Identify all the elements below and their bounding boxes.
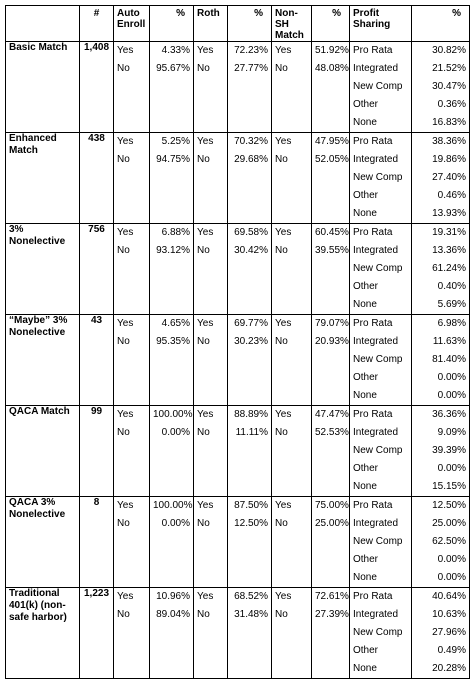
non-sh-match-option-label: No <box>275 336 288 347</box>
table-row <box>6 588 470 679</box>
auto-enroll-label-cell <box>114 406 150 497</box>
auto-enroll-option-label: No <box>117 609 130 620</box>
non-sh-match-label-cell <box>272 315 312 406</box>
non-sh-match-label-cell <box>272 406 312 497</box>
non-sh-match-option-label: No <box>275 427 288 438</box>
roth-option-label: Yes <box>197 318 214 329</box>
roth-value: 69.77% <box>234 318 268 329</box>
profit-sharing-option-label: New Comp <box>353 445 403 456</box>
plan-count-cell: 438 <box>80 133 114 224</box>
table-row <box>6 497 470 588</box>
roth-label-cell <box>194 42 228 133</box>
roth-label-cell <box>194 224 228 315</box>
roth-value: 30.23% <box>234 336 268 347</box>
non-sh-match-value: 75.00% <box>315 500 349 511</box>
roth-option-label: Yes <box>197 409 214 420</box>
roth-option-label: Yes <box>197 500 214 511</box>
profit-sharing-value: 13.36% <box>432 245 466 256</box>
profit-sharing-value: 36.36% <box>432 409 466 420</box>
profit-sharing-value: 61.24% <box>432 263 466 274</box>
profit-sharing-option-label: Pro Rata <box>353 318 393 329</box>
profit-sharing-value: 30.47% <box>432 81 466 92</box>
profit-sharing-option-label: New Comp <box>353 172 403 183</box>
non-sh-match-option-label: No <box>275 518 288 529</box>
profit-sharing-option-label: New Comp <box>353 627 403 638</box>
profit-sharing-option-label: Integrated <box>353 336 399 347</box>
auto-enroll-value: 95.67% <box>156 63 190 74</box>
non-sh-match-value-cell <box>312 588 350 679</box>
auto-enroll-value: 5.25% <box>161 136 190 147</box>
auto-enroll-value: 93.12% <box>156 245 190 256</box>
auto-enroll-value-cell <box>150 406 194 497</box>
roth-value: 68.52% <box>234 591 268 602</box>
profit-sharing-option-label: None <box>353 208 377 219</box>
plan-count-cell: 99 <box>80 406 114 497</box>
non-sh-match-label-cell <box>272 224 312 315</box>
profit-sharing-value: 0.40% <box>437 281 466 292</box>
profit-sharing-value-cell <box>412 133 470 224</box>
header-non-sh-match-pct: % <box>312 6 350 42</box>
roth-option-label: Yes <box>197 136 214 147</box>
profit-sharing-option-label: Integrated <box>353 427 399 438</box>
auto-enroll-value: 0.00% <box>161 427 190 438</box>
roth-value-cell <box>228 133 272 224</box>
profit-sharing-value: 38.36% <box>432 136 466 147</box>
non-sh-match-value-cell <box>312 315 350 406</box>
profit-sharing-option-label: None <box>353 390 377 401</box>
profit-sharing-option-label: Other <box>353 463 379 474</box>
non-sh-match-value: 60.45% <box>315 227 349 238</box>
roth-option-label: No <box>197 427 210 438</box>
non-sh-match-option-label: Yes <box>275 591 292 602</box>
profit-sharing-option-label: Integrated <box>353 63 399 74</box>
table-row <box>6 133 470 224</box>
profit-sharing-value: 27.40% <box>432 172 466 183</box>
profit-sharing-value: 13.93% <box>432 208 466 219</box>
auto-enroll-value-cell <box>150 42 194 133</box>
plan-count-cell: 1,223 <box>80 588 114 679</box>
auto-enroll-value: 95.35% <box>156 336 190 347</box>
non-sh-match-option-label: Yes <box>275 318 292 329</box>
profit-sharing-value: 11.63% <box>432 336 466 347</box>
roth-option-label: No <box>197 245 210 256</box>
auto-enroll-value: 89.04% <box>156 609 190 620</box>
roth-option-label: Yes <box>197 591 214 602</box>
table-body <box>6 42 470 679</box>
non-sh-match-label-cell <box>272 497 312 588</box>
auto-enroll-value: 100.00% <box>153 500 193 511</box>
non-sh-match-value-cell <box>312 497 350 588</box>
roth-label-cell <box>194 133 228 224</box>
profit-sharing-option-label: New Comp <box>353 354 403 365</box>
profit-sharing-option-label: Pro Rata <box>353 136 393 147</box>
profit-sharing-label-cell <box>350 224 412 315</box>
profit-sharing-label-cell <box>350 588 412 679</box>
roth-option-label: No <box>197 518 210 529</box>
auto-enroll-label-cell <box>114 224 150 315</box>
profit-sharing-value-cell <box>412 588 470 679</box>
header-roth-pct: % <box>228 6 272 42</box>
roth-value: 88.89% <box>234 409 268 420</box>
roth-value: 72.23% <box>234 45 268 56</box>
auto-enroll-option-label: Yes <box>117 45 134 56</box>
profit-sharing-label-cell <box>350 406 412 497</box>
roth-value-cell <box>228 588 272 679</box>
auto-enroll-value: 6.88% <box>161 227 190 238</box>
profit-sharing-value: 27.96% <box>432 627 466 638</box>
roth-value-cell <box>228 406 272 497</box>
non-sh-match-value: 52.05% <box>315 154 349 165</box>
profit-sharing-option-label: Integrated <box>353 518 399 529</box>
table-row <box>6 406 470 497</box>
plan-count-cell: 8 <box>80 497 114 588</box>
non-sh-match-value: 47.47% <box>315 409 349 420</box>
profit-sharing-option-label: Other <box>353 554 379 565</box>
profit-sharing-value: 5.69% <box>437 299 466 310</box>
non-sh-match-value: 25.00% <box>315 518 349 529</box>
profit-sharing-value: 0.00% <box>437 554 466 565</box>
plan-count-cell: 1,408 <box>80 42 114 133</box>
auto-enroll-option-label: Yes <box>117 227 134 238</box>
auto-enroll-option-label: No <box>117 154 130 165</box>
profit-sharing-value: 0.00% <box>437 390 466 401</box>
profit-sharing-option-label: Other <box>353 190 379 201</box>
profit-sharing-value: 12.50% <box>432 500 466 511</box>
auto-enroll-label-cell <box>114 497 150 588</box>
roth-option-label: No <box>197 336 210 347</box>
plan-features-table <box>5 5 470 679</box>
non-sh-match-option-label: No <box>275 609 288 620</box>
auto-enroll-option-label: No <box>117 63 130 74</box>
auto-enroll-value-cell <box>150 224 194 315</box>
profit-sharing-value: 10.63% <box>432 609 466 620</box>
profit-sharing-option-label: None <box>353 572 377 583</box>
plan-name-cell: Basic Match <box>6 42 80 133</box>
auto-enroll-option-label: Yes <box>117 591 134 602</box>
profit-sharing-value: 19.31% <box>432 227 466 238</box>
profit-sharing-value-cell <box>412 497 470 588</box>
plan-name-cell: QACA 3% Nonelective <box>6 497 80 588</box>
non-sh-match-option-label: No <box>275 154 288 165</box>
profit-sharing-option-label: None <box>353 117 377 128</box>
header-auto-enroll-pct: % <box>150 6 194 42</box>
profit-sharing-value: 0.00% <box>437 572 466 583</box>
profit-sharing-option-label: Integrated <box>353 245 399 256</box>
profit-sharing-option-label: Other <box>353 281 379 292</box>
roth-value-cell <box>228 497 272 588</box>
roth-value: 30.42% <box>234 245 268 256</box>
plan-name-cell: Enhanced Match <box>6 133 80 224</box>
auto-enroll-option-label: No <box>117 245 130 256</box>
auto-enroll-value-cell <box>150 133 194 224</box>
auto-enroll-option-label: Yes <box>117 500 134 511</box>
profit-sharing-label-cell <box>350 133 412 224</box>
profit-sharing-option-label: Other <box>353 645 379 656</box>
roth-value: 12.50% <box>234 518 268 529</box>
profit-sharing-option-label: Pro Rata <box>353 409 393 420</box>
profit-sharing-value-cell <box>412 42 470 133</box>
profit-sharing-value: 6.98% <box>437 318 466 329</box>
profit-sharing-option-label: Pro Rata <box>353 227 393 238</box>
profit-sharing-value-cell <box>412 315 470 406</box>
roth-option-label: Yes <box>197 227 214 238</box>
profit-sharing-option-label: New Comp <box>353 81 403 92</box>
roth-label-cell <box>194 497 228 588</box>
roth-option-label: Yes <box>197 45 214 56</box>
profit-sharing-value: 0.00% <box>437 463 466 474</box>
roth-option-label: No <box>197 63 210 74</box>
auto-enroll-option-label: Yes <box>117 409 134 420</box>
profit-sharing-value: 0.46% <box>437 190 466 201</box>
roth-value-cell <box>228 315 272 406</box>
roth-value: 69.58% <box>234 227 268 238</box>
profit-sharing-option-label: Integrated <box>353 609 399 620</box>
profit-sharing-option-label: None <box>353 481 377 492</box>
auto-enroll-value-cell <box>150 497 194 588</box>
plan-count-cell: 756 <box>80 224 114 315</box>
profit-sharing-value: 30.82% <box>432 45 466 56</box>
non-sh-match-option-label: No <box>275 245 288 256</box>
roth-value-cell <box>228 224 272 315</box>
profit-sharing-value: 40.64% <box>432 591 466 602</box>
header-count: # <box>80 6 114 42</box>
profit-sharing-value: 25.00% <box>432 518 466 529</box>
non-sh-match-label-cell <box>272 588 312 679</box>
auto-enroll-value-cell <box>150 588 194 679</box>
auto-enroll-value: 94.75% <box>156 154 190 165</box>
auto-enroll-option-label: No <box>117 336 130 347</box>
non-sh-match-value: 48.08% <box>315 63 349 74</box>
roth-option-label: No <box>197 609 210 620</box>
roth-value: 87.50% <box>234 500 268 511</box>
profit-sharing-option-label: Pro Rata <box>353 500 393 511</box>
roth-value: 11.11% <box>235 427 268 438</box>
non-sh-match-value-cell <box>312 42 350 133</box>
profit-sharing-option-label: None <box>353 663 377 674</box>
roth-label-cell <box>194 588 228 679</box>
non-sh-match-option-label: Yes <box>275 45 292 56</box>
profit-sharing-value: 62.50% <box>432 536 466 547</box>
non-sh-match-value: 20.93% <box>315 336 349 347</box>
profit-sharing-option-label: Pro Rata <box>353 45 393 56</box>
auto-enroll-value: 0.00% <box>161 518 190 529</box>
auto-enroll-label-cell <box>114 133 150 224</box>
auto-enroll-option-label: Yes <box>117 318 134 329</box>
header-plan <box>6 6 80 42</box>
profit-sharing-value-cell <box>412 406 470 497</box>
roth-value: 27.77% <box>234 63 268 74</box>
plan-count-cell: 43 <box>80 315 114 406</box>
profit-sharing-value: 0.49% <box>437 645 466 656</box>
plan-name-cell: “Maybe” 3% Nonelective <box>6 315 80 406</box>
auto-enroll-option-label: No <box>117 427 130 438</box>
auto-enroll-option-label: Yes <box>117 136 134 147</box>
profit-sharing-option-label: Other <box>353 99 379 110</box>
non-sh-match-value: 72.61% <box>315 591 349 602</box>
non-sh-match-label-cell <box>272 42 312 133</box>
profit-sharing-label-cell <box>350 315 412 406</box>
non-sh-match-option-label: No <box>275 63 288 74</box>
non-sh-match-value: 47.95% <box>315 136 349 147</box>
roth-label-cell <box>194 406 228 497</box>
table-row <box>6 315 470 406</box>
profit-sharing-option-label: New Comp <box>353 263 403 274</box>
roth-value: 70.32% <box>234 136 268 147</box>
profit-sharing-option-label: Integrated <box>353 154 399 165</box>
non-sh-match-value: 51.92% <box>315 45 349 56</box>
header-auto-enroll: Auto Enroll <box>114 6 150 42</box>
non-sh-match-value: 27.39% <box>315 609 349 620</box>
roth-label-cell <box>194 315 228 406</box>
profit-sharing-option-label: Pro Rata <box>353 591 393 602</box>
profit-sharing-option-label: None <box>353 299 377 310</box>
roth-option-label: No <box>197 154 210 165</box>
auto-enroll-value: 4.33% <box>161 45 190 56</box>
roth-value: 29.68% <box>234 154 268 165</box>
profit-sharing-value: 0.36% <box>437 99 466 110</box>
plan-name-cell: 3% Nonelective <box>6 224 80 315</box>
profit-sharing-value: 19.86% <box>432 154 466 165</box>
plan-name-cell: QACA Match <box>6 406 80 497</box>
non-sh-match-value-cell <box>312 133 350 224</box>
auto-enroll-label-cell <box>114 42 150 133</box>
auto-enroll-option-label: No <box>117 518 130 529</box>
non-sh-match-option-label: Yes <box>275 227 292 238</box>
auto-enroll-value: 100.00% <box>153 409 193 420</box>
non-sh-match-value: 39.55% <box>315 245 349 256</box>
profit-sharing-value: 20.28% <box>432 663 466 674</box>
auto-enroll-label-cell <box>114 588 150 679</box>
header-row <box>6 6 470 42</box>
profit-sharing-value: 15.15% <box>432 481 466 492</box>
profit-sharing-value: 81.40% <box>432 354 466 365</box>
non-sh-match-option-label: Yes <box>275 136 292 147</box>
profit-sharing-value: 16.83% <box>432 117 466 128</box>
profit-sharing-value: 0.00% <box>437 372 466 383</box>
non-sh-match-value-cell <box>312 224 350 315</box>
non-sh-match-label-cell <box>272 133 312 224</box>
non-sh-match-value: 79.07% <box>315 318 349 329</box>
header-non-sh-match: Non-SH Match <box>272 6 312 42</box>
profit-sharing-value-cell <box>412 224 470 315</box>
profit-sharing-value: 9.09% <box>437 427 466 438</box>
table-row <box>6 42 470 133</box>
table-row <box>6 224 470 315</box>
non-sh-match-option-label: Yes <box>275 500 292 511</box>
profit-sharing-label-cell <box>350 42 412 133</box>
auto-enroll-value-cell <box>150 315 194 406</box>
roth-value: 31.48% <box>234 609 268 620</box>
header-profit-sharing: Profit Sharing <box>350 6 412 42</box>
header-profit-sharing-pct: % <box>412 6 470 42</box>
non-sh-match-value-cell <box>312 406 350 497</box>
plan-name-cell: Traditional 401(k) (non-safe harbor) <box>6 588 80 679</box>
profit-sharing-value: 21.52% <box>432 63 466 74</box>
auto-enroll-value: 4.65% <box>161 318 190 329</box>
profit-sharing-option-label: New Comp <box>353 536 403 547</box>
profit-sharing-label-cell <box>350 497 412 588</box>
non-sh-match-option-label: Yes <box>275 409 292 420</box>
profit-sharing-value: 39.39% <box>432 445 466 456</box>
non-sh-match-value: 52.53% <box>315 427 349 438</box>
profit-sharing-option-label: Other <box>353 372 379 383</box>
header-roth: Roth <box>194 6 228 42</box>
roth-value-cell <box>228 42 272 133</box>
auto-enroll-value: 10.96% <box>156 591 190 602</box>
auto-enroll-label-cell <box>114 315 150 406</box>
